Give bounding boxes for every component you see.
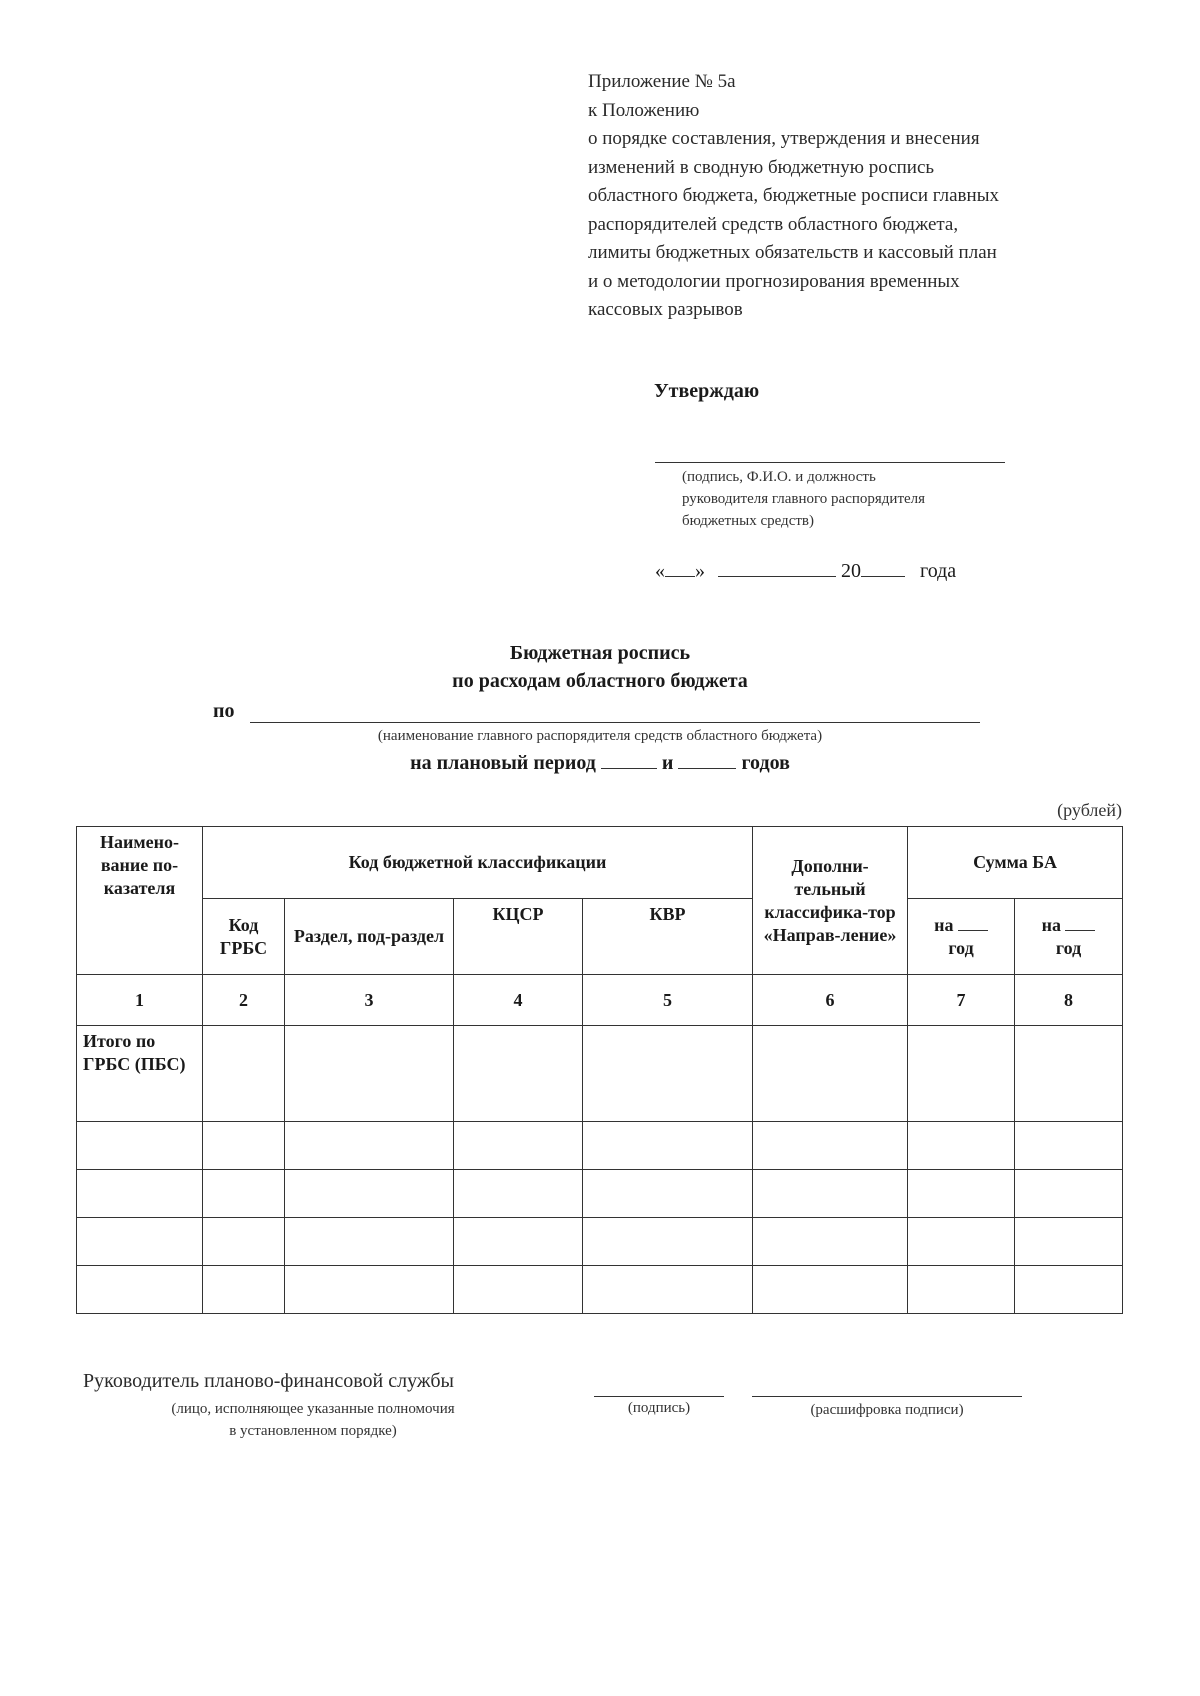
approval-caption-line: руководителя главного распорядителя [682, 491, 926, 507]
date-year-prefix: 20 [841, 560, 861, 582]
approval-signature-line [655, 462, 1005, 463]
col-number: 5 [583, 975, 753, 1026]
table-cell [753, 1170, 908, 1218]
year1-suffix: год [948, 937, 974, 958]
appendix-line: кассовых разрывов [588, 299, 743, 320]
table-cell [583, 1170, 753, 1218]
date-month-blank [718, 560, 836, 577]
table-cell [908, 1122, 1015, 1170]
footer-name-line [752, 1396, 1022, 1397]
table-cell [77, 1170, 203, 1218]
footer-caption [83, 1398, 543, 1442]
table-cell [454, 1122, 583, 1170]
header-year2 [1015, 899, 1123, 975]
period-year1-blank [601, 752, 657, 769]
period-and: и [661, 752, 674, 774]
distributor-name-caption: (наименование главного распорядителя средств областного бюджета) [377, 728, 823, 744]
header-indicator-name: Наимено-вание по-казателя [77, 827, 203, 975]
period-year2-blank [678, 752, 736, 769]
budget-table [76, 826, 1123, 1314]
table-row-total [77, 1026, 1123, 1122]
col-number: 2 [203, 975, 285, 1026]
header-section: Раздел, под-раздел [285, 899, 454, 975]
footer-caption-line: в установленном порядке) [229, 1423, 397, 1439]
table-cell [908, 1266, 1015, 1314]
table-cell [285, 1026, 454, 1122]
year1-blank [958, 916, 988, 931]
date-quote-close: » [695, 560, 705, 582]
col-number: 8 [1015, 975, 1123, 1026]
table-cell [454, 1170, 583, 1218]
appendix-line: изменений в сводную бюджетную роспись [588, 156, 935, 178]
table-cell [908, 1218, 1015, 1266]
table-cell [753, 1218, 908, 1266]
table-row [77, 1266, 1123, 1314]
table-cell [753, 1122, 908, 1170]
date-day-blank [665, 560, 695, 577]
header-kvr: КВР [583, 899, 753, 975]
table-cell [583, 1026, 753, 1122]
table-cell [753, 1026, 908, 1122]
footer-signature-line [594, 1396, 724, 1397]
header-code-grbs: Код ГРБС [203, 899, 285, 975]
table-row [77, 1122, 1123, 1170]
table-cell [1015, 1218, 1123, 1266]
table-cell [454, 1026, 583, 1122]
po-label: по [213, 700, 235, 722]
appendix-header [588, 68, 1148, 325]
table-row [77, 1170, 1123, 1218]
approval-caption-line: (подпись, Ф.И.О. и должность [682, 469, 876, 485]
date-year-blank [861, 560, 905, 577]
table-row [77, 1218, 1123, 1266]
period-suffix: годов [741, 752, 790, 774]
date-quote-open: « [655, 560, 665, 582]
table-cell [583, 1218, 753, 1266]
year2-prefix: на [1041, 914, 1061, 935]
table-cell [77, 1218, 203, 1266]
col-number: 4 [454, 975, 583, 1026]
table-cell [908, 1170, 1015, 1218]
year1-prefix: на [934, 914, 954, 935]
table-cell [203, 1026, 285, 1122]
table-cell [203, 1218, 285, 1266]
table-cell [454, 1218, 583, 1266]
table-cell [203, 1122, 285, 1170]
appendix-line: к Положению [588, 99, 700, 121]
planning-period [0, 752, 1200, 775]
header-kcsr: КЦСР [454, 899, 583, 975]
header-budget-classification: Код бюджетной классификации [203, 827, 753, 899]
approval-date [655, 560, 956, 583]
year2-blank [1065, 916, 1095, 931]
period-prefix: на плановый период [410, 752, 596, 774]
table-cell [285, 1218, 454, 1266]
approval-title: Утверждаю [654, 380, 760, 402]
footer-signature-caption: (подпись) [627, 1400, 691, 1416]
table-cell [285, 1170, 454, 1218]
currency-units: (рублей) [1057, 800, 1122, 820]
table-cell [77, 1122, 203, 1170]
table-cell [1015, 1266, 1123, 1314]
header-extra-classifier: Дополни-тельный классифика-тор «Направ-ление» [753, 827, 908, 975]
col-number: 6 [753, 975, 908, 1026]
col-number: 7 [908, 975, 1015, 1026]
footer-name-caption: (расшифровка подписи) [810, 1402, 964, 1418]
footer-title: Руководитель планово-финансовой службы [83, 1370, 454, 1392]
table-cell [285, 1266, 454, 1314]
table-cell [583, 1266, 753, 1314]
table-cell [583, 1122, 753, 1170]
appendix-line: областного бюджета, бюджетные росписи главных [588, 185, 999, 206]
document-subtitle: по расходам областного бюджета [452, 670, 748, 692]
header-year1 [908, 899, 1015, 975]
appendix-line: лимиты бюджетных обязательств и кассовый план [588, 242, 997, 263]
appendix-line: о порядке составления, утверждения и внесения [588, 128, 980, 149]
table-cell [908, 1026, 1015, 1122]
table-cell [77, 1266, 203, 1314]
date-year-suffix: года [920, 560, 957, 582]
table-cell [1015, 1026, 1123, 1122]
total-row-label: Итого по ГРБС (ПБС) [77, 1026, 203, 1122]
appendix-line: Приложение № 5а [588, 71, 736, 92]
year2-suffix: год [1055, 937, 1082, 958]
appendix-line: распорядителей средств областного бюджета, [588, 213, 959, 235]
col-number: 1 [77, 975, 203, 1026]
approval-caption-line: бюджетных средств) [682, 513, 814, 529]
document-title: Бюджетная роспись [509, 642, 691, 664]
footer-caption-line: (лицо, исполняющее указанные полномочия [171, 1401, 455, 1417]
table-cell [1015, 1122, 1123, 1170]
table-cell [454, 1266, 583, 1314]
appendix-line: и о методологии прогнозирования временных [588, 270, 960, 292]
table-cell [753, 1266, 908, 1314]
col-number: 3 [285, 975, 454, 1026]
table-cell [203, 1170, 285, 1218]
distributor-name-line [250, 722, 980, 723]
approval-signature-caption [682, 466, 925, 532]
header-sum-ba: Сумма БА [908, 827, 1123, 899]
table-cell [285, 1122, 454, 1170]
table-cell [203, 1266, 285, 1314]
table-cell [1015, 1170, 1123, 1218]
